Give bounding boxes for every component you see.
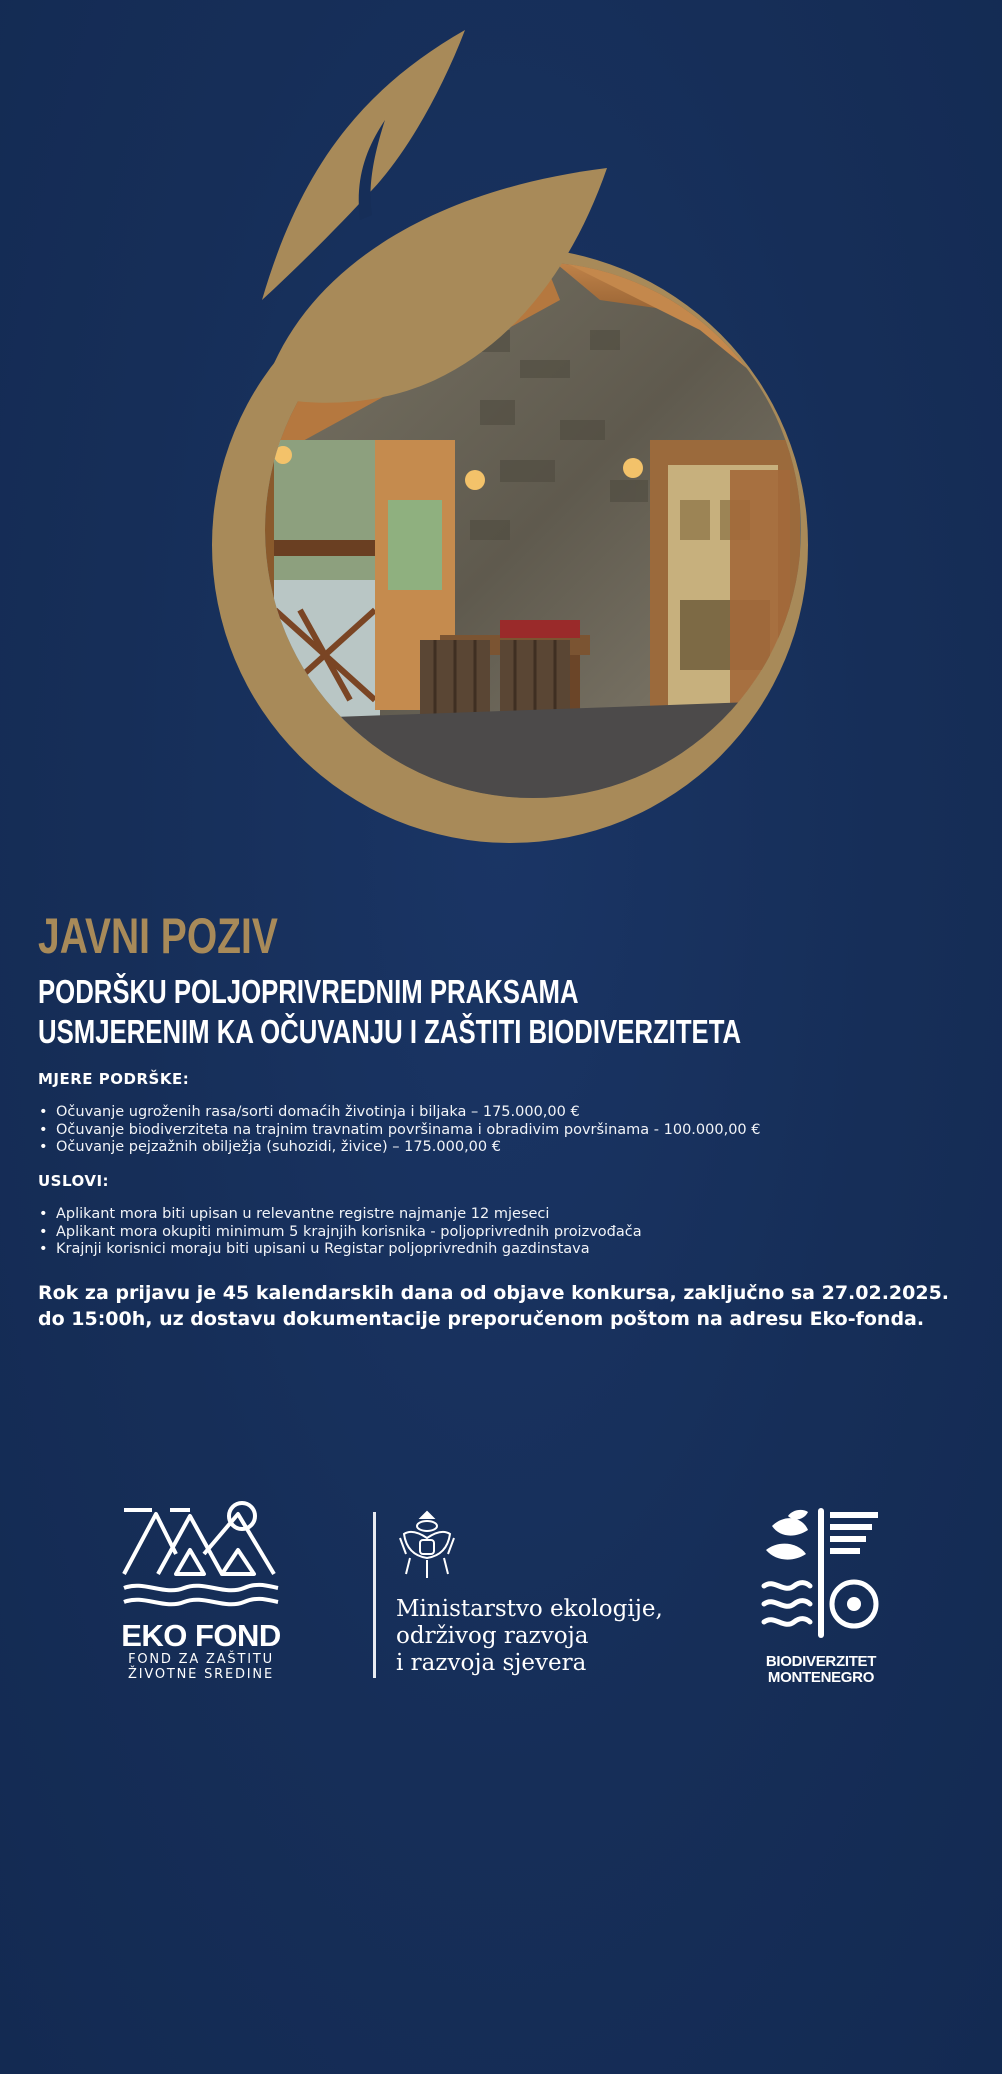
biodiverzitet-line-1: BIODIVERZITET	[765, 1653, 877, 1670]
mountains-icon	[118, 1500, 284, 1612]
list-item: • Očuvanje pejzažnih obilježja (suhozidi, živice) – 175.000,00 €	[38, 1139, 978, 1157]
eko-fond-sub-1: FOND ZA ZAŠTITU	[128, 1652, 274, 1667]
biodiversity-emblem-icon	[758, 1508, 884, 1646]
kicker-title: JAVNI POZIV	[38, 908, 278, 964]
list-item: • Aplikant mora biti upisan u relevantne registre najmanje 12 mjeseci	[38, 1206, 978, 1224]
biodiverzitet-line-2: MONTENEGRO	[767, 1669, 875, 1686]
ministry-name	[396, 1596, 696, 1677]
subtitle-line-1: PODRŠKU POLJOPRIVREDNIM PRAKSAMA	[38, 973, 579, 1010]
conditions-list	[38, 1206, 978, 1259]
subtitle-line-2: USMJERENIM KA OČUVANJU I ZAŠTITI BIODIVERZITETA	[38, 1013, 742, 1050]
partner-logos	[0, 1500, 1002, 1700]
ministry-line-3: i razvoja sjevera	[396, 1650, 587, 1676]
coat-of-arms-icon	[396, 1508, 458, 1582]
support-measures-section	[38, 1070, 978, 1157]
list-item: • Krajnji korisnici moraju biti upisani u Registar poljoprivrednih gazdinstava	[38, 1241, 978, 1259]
deadline-line-1: Rok za prijavu je 45 kalendarskih dana od objave konkursa, zaključno sa 27.02.2025.	[38, 1282, 950, 1304]
deadline-line-2: do 15:00h, uz dostavu dokumentacije preporučenom poštom na adresu Eko-fonda.	[38, 1308, 925, 1330]
list-item: • Aplikant mora okupiti minimum 5 krajnjih korisnika - poljoprivrednih proizvođača	[38, 1224, 978, 1242]
biodiverzitet-logo	[756, 1508, 886, 1686]
support-measures-list	[38, 1104, 978, 1157]
deadline-text	[38, 1280, 988, 1332]
eko-fond-sub-2: ŽIVOTNE SREDINE	[128, 1667, 274, 1682]
list-item: • Očuvanje biodiverziteta na trajnim travnatim površinama i obradivim površinama - 100.000,00 €	[38, 1122, 978, 1140]
conditions-section	[38, 1172, 978, 1259]
ministry-logo	[396, 1508, 696, 1677]
ministry-line-2: održivog razvoja	[396, 1623, 589, 1649]
hero-graphic	[0, 0, 1002, 860]
eko-fond-name: EKO FOND	[121, 1618, 281, 1653]
ministry-line-1: Ministarstvo ekologije,	[396, 1596, 663, 1622]
support-measures-heading: MJERE PODRŠKE:	[38, 1070, 190, 1088]
conditions-heading: USLOVI:	[38, 1172, 110, 1190]
biodiverzitet-name	[756, 1654, 886, 1686]
list-item: • Očuvanje ugroženih rasa/sorti domaćih životinja i biljaka – 175.000,00 €	[38, 1104, 978, 1122]
eko-fond-logo	[118, 1500, 284, 1682]
title-block	[38, 908, 978, 1052]
logo-divider	[373, 1512, 376, 1678]
